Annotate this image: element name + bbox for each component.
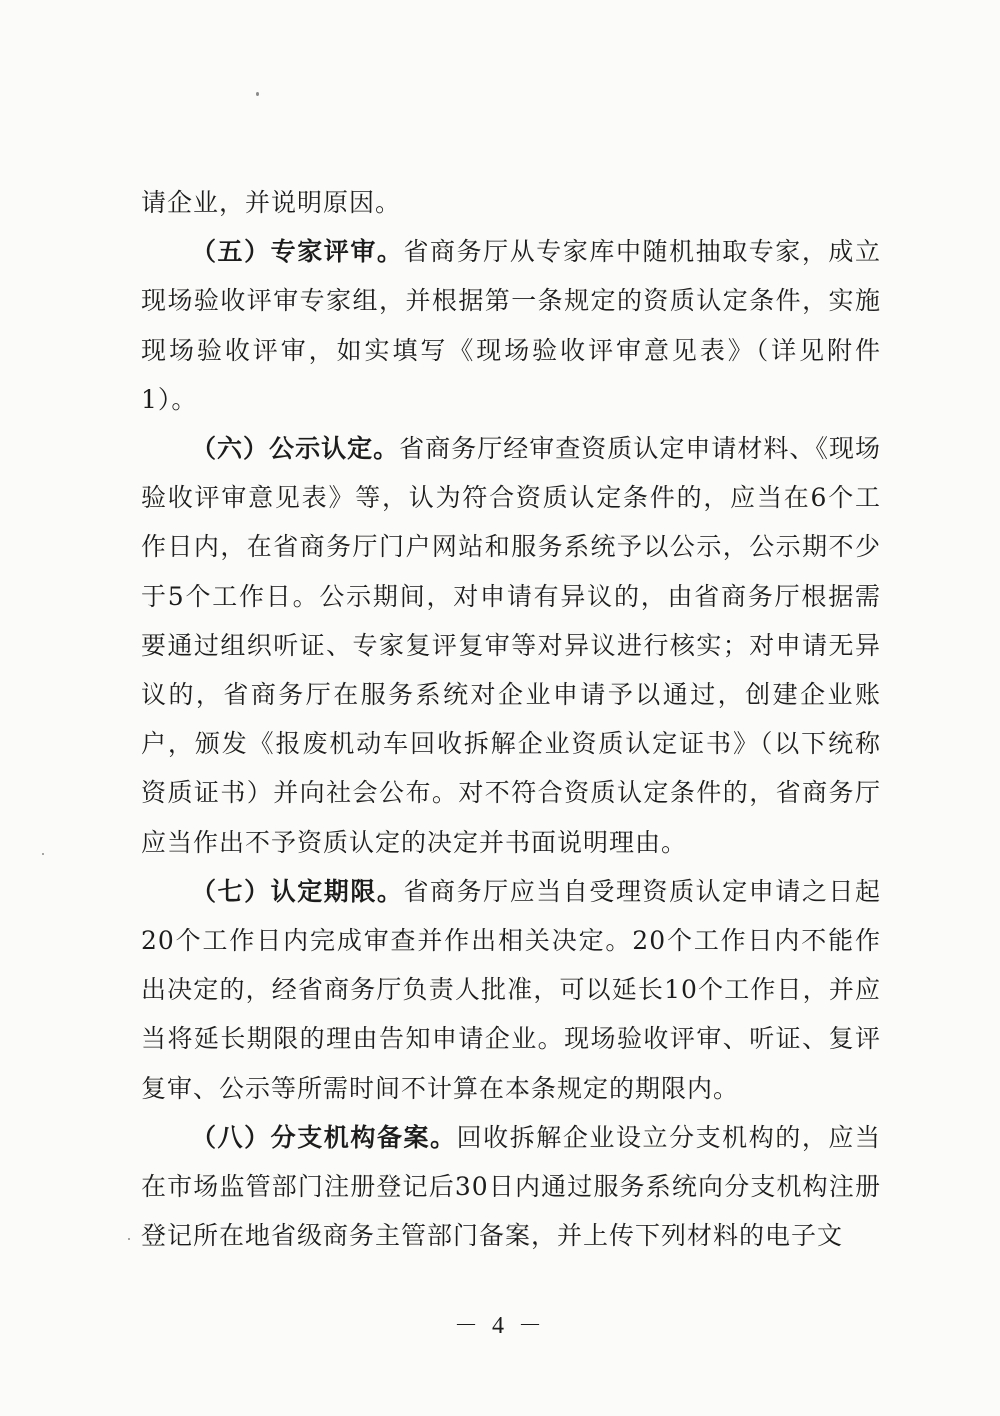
paragraph-expert-review — [141, 227, 881, 424]
paragraph-heading: （七）认定期限。 — [191, 876, 404, 906]
scan-speck — [128, 1238, 130, 1240]
paragraph-continuation — [141, 178, 881, 227]
paragraph-body: 省商务厅从专家库中随机抽取专家，成立现场验收评审专家组，并根据第一条规定的资质认定条件，实施现场验收评审，如实填写《现场验收评审意见表》（详见附件1）。 — [141, 237, 881, 414]
paragraph-body: 省商务厅经审查资质认定申请材料、《现场验收评审意见表》等，认为符合资质认定条件的，应当在6个工作日内，在省商务厅门户网站和服务系统予以公示，公示期不少于5个工作日。公示期间，对申请有异议的，由省商务厅根据需要通过组织听证、专家复评复审等对异议进行核实；对申请无异议的，省商务厅在服务系统对企业申请予以通过，创建企业账户，颁发《报废机动车回收拆解企业资质认定证书》（以下统称资质证书）并向社会公布。对不符合资质认定条件的，省商务厅应当作出不予资质认定的决定并书面说明理由。 — [141, 434, 881, 857]
body-text — [141, 178, 881, 1260]
paragraph-body: 省商务厅应当自受理资质认定申请之日起20个工作日内完成审查并作出相关决定。20个工作日内不能作出决定的，经省商务厅负责人批准，可以延长10个工作日，并应当将延长期限的理由告知申请企业。现场验收评审、听证、复评复审、公示等所需时间不计算在本条规定的期限内。 — [141, 876, 881, 1103]
scan-speck — [256, 92, 259, 96]
paragraph-branch-filing — [141, 1113, 881, 1261]
paragraph-heading: （八）分支机构备案。 — [191, 1122, 457, 1152]
paragraph-body: 请企业，并说明原因。 — [141, 188, 402, 217]
paragraph-time-limit — [141, 867, 881, 1113]
paragraph-heading: （五）专家评审。 — [191, 237, 404, 267]
paragraph-public-notice — [141, 424, 881, 867]
paragraph-heading: （六）公示认定。 — [191, 434, 400, 464]
page-number: － 4 － — [454, 1313, 546, 1339]
paragraph-body: 回收拆解企业设立分支机构的，应当在市场监管部门注册登记后30日内通过服务系统向分支机构注册登记所在地省级商务主管部门备案，并上传下列材料的电子文 — [141, 1122, 881, 1251]
scan-speck — [42, 853, 44, 855]
